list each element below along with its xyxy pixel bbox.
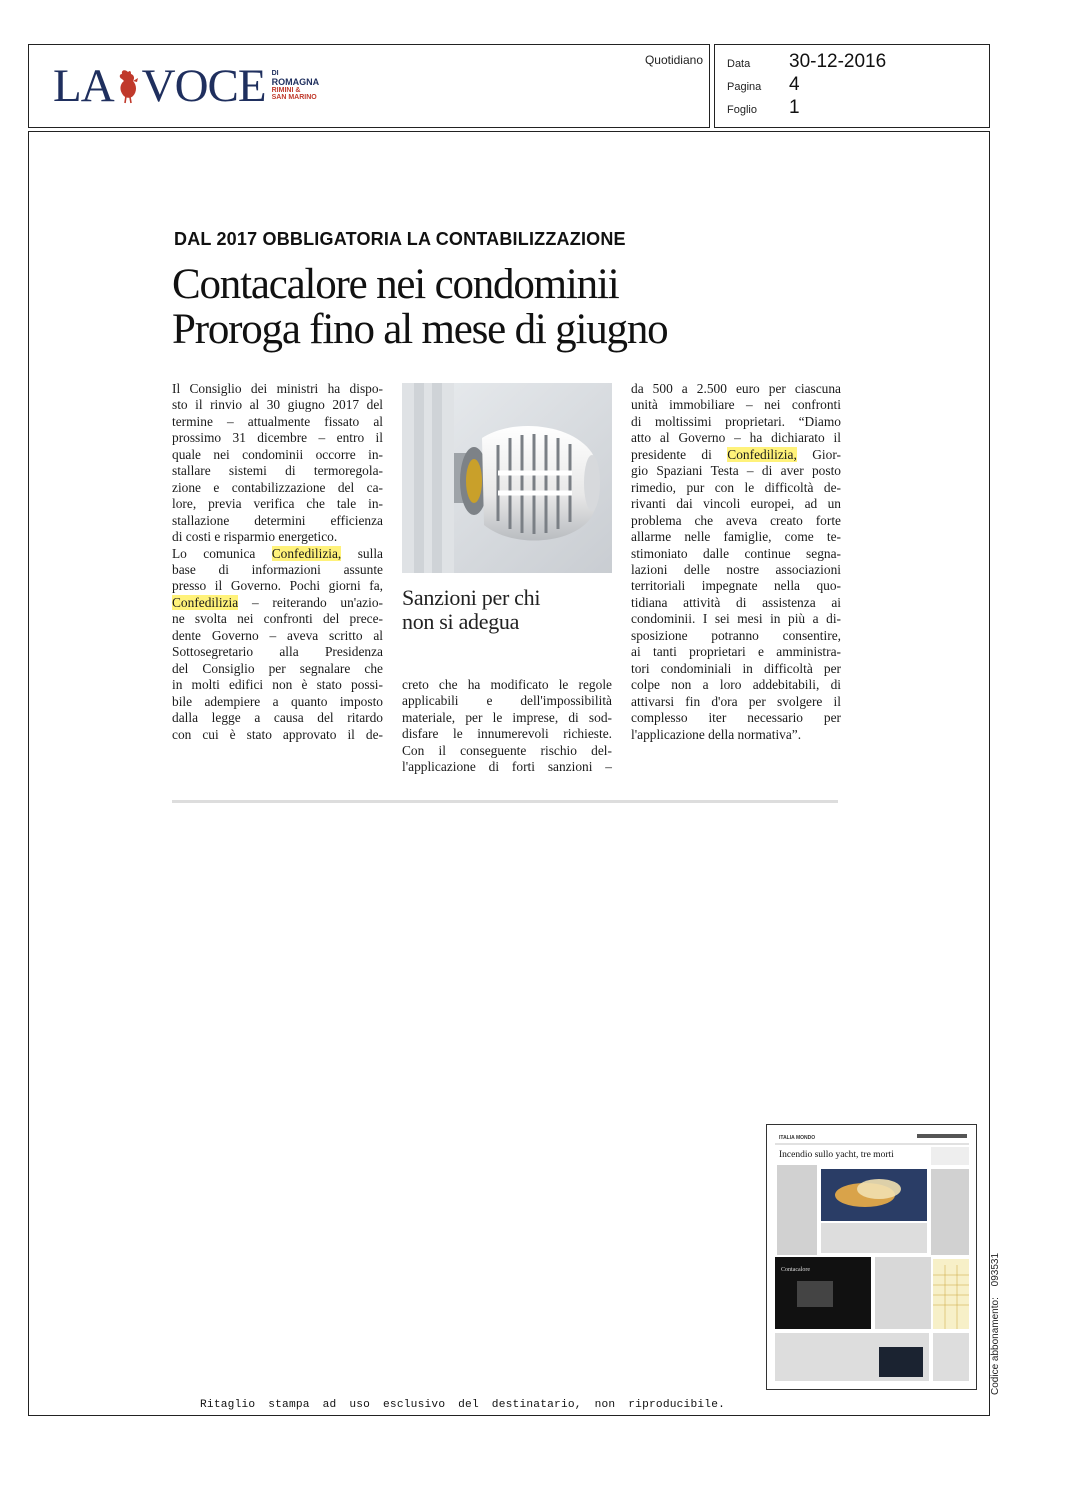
- text-fragment: Gior-: [812, 446, 841, 462]
- text-line: zione e contabilizzazione del ca-: [172, 479, 383, 495]
- text-line: territoriali impegnate nella quo-: [631, 578, 841, 594]
- text-fragment: sulla: [357, 545, 383, 561]
- logo-text-la: LA: [53, 59, 114, 112]
- text-line: presso il Governo. Pochi giorni fa,: [172, 578, 383, 594]
- meta-value-data: 30-12-2016: [789, 51, 887, 72]
- text-line: bile adempiere a quanto imposto: [172, 693, 383, 709]
- masthead-box: [28, 44, 710, 128]
- caption-line-2: non si adegua: [402, 609, 520, 634]
- logo-sub-romagna: ROMAGNA: [271, 76, 320, 87]
- logo-sub-di: DI: [271, 70, 279, 78]
- text-line: attivarsi fin d'ora per svolgere il: [631, 693, 841, 709]
- text-line: allarme nelle famiglie, come te-: [631, 529, 841, 545]
- text-line: del Consiglio per segnalare che: [172, 660, 383, 676]
- meta-row-pagina: [727, 74, 800, 96]
- text-line: condominii. I sei mesi in più a di-: [631, 611, 841, 627]
- photo-caption: [402, 586, 612, 634]
- text-line-with-highlight: [631, 447, 841, 463]
- text-line: atto al Governo – ha dichiarato il: [631, 430, 841, 446]
- text-line: sposizione potranno consentire,: [631, 627, 841, 643]
- text-line: colpe non a loro addebitabili, di: [631, 677, 841, 693]
- text-line: ne svolta nei confronti del prece-: [172, 611, 383, 627]
- meta-value-foglio: 1: [789, 97, 800, 118]
- text-line: stallazione determini efficienza: [172, 512, 383, 528]
- text-line: prossimo 31 dicembre – entro il: [172, 430, 383, 446]
- text-line: lazioni delle nostre associazioni: [631, 561, 841, 577]
- text-line: da 500 a 2.500 euro per ciascuna: [631, 381, 841, 396]
- text-line: tidiana attività di assistenza ai: [631, 594, 841, 610]
- text-line: in molti edifici non è stato possi-: [172, 677, 383, 693]
- meta-value-pagina: 4: [789, 74, 800, 95]
- logo-subtitle: [272, 70, 320, 101]
- text-fragment: presidente di: [631, 446, 712, 462]
- text-line: di costi e risparmio energetico.: [172, 529, 338, 545]
- highlight-confedilizia: Confedilizia,: [727, 446, 797, 462]
- page-thumbnail-preview: [767, 1125, 976, 1389]
- text-line: l'applicazione della normativa”.: [631, 726, 802, 742]
- text-line: creto che ha modificato le regole: [402, 677, 612, 692]
- text-fragment: Lo comunica: [172, 545, 256, 561]
- text-line: applicabili e dell'impossibilità: [402, 693, 612, 709]
- text-line: lore, previa verifica che tale in-: [172, 496, 383, 512]
- text-line: materiale, per le imprese, di sod-: [402, 709, 612, 725]
- radiator-valve-photo: [402, 383, 612, 573]
- text-line: l'applicazione di forti sanzioni –: [402, 759, 612, 775]
- text-line: base di informazioni assunte: [172, 561, 383, 577]
- article-column-2: [402, 677, 612, 776]
- text-line: tori condominiali in difficoltà per: [631, 660, 841, 676]
- logo-text-voce: VOCE: [141, 59, 266, 112]
- meta-label-data: Data: [727, 58, 751, 70]
- text-line-with-highlight: [172, 595, 383, 611]
- text-line: gio Spaziani Testa – di aver posto: [631, 463, 841, 479]
- page-thumbnail: [766, 1124, 977, 1390]
- svg-text:Contacalore: Contacalore: [781, 1267, 810, 1273]
- text-line: termine – attualmente fissato al: [172, 413, 383, 429]
- rooster-icon: [115, 68, 141, 104]
- text-line: stallare sistemi di termoregola-: [172, 463, 383, 479]
- publication-type: Quotidiano: [644, 53, 703, 67]
- text-line: ai tanti proprietari e amministra-: [631, 644, 841, 660]
- text-line: problema che aveva creato forte: [631, 512, 841, 528]
- text-line: stimoniato dalle continue segna-: [631, 545, 841, 561]
- headline-line-2: Proroga fino al mese di giugno: [172, 306, 668, 353]
- article-column-3: [631, 381, 841, 743]
- newspaper-logo: [53, 51, 319, 121]
- headline-line-1: Contacalore nei condominii: [172, 261, 619, 308]
- metadata-box: [714, 44, 990, 128]
- text-line: disfare le innumerevoli richieste.: [402, 726, 612, 742]
- text-line: rivanti dai vincoli europei, ad un: [631, 496, 841, 512]
- logo-sub-rimini: RIMINI &: [271, 87, 301, 95]
- text-line-with-highlight: [172, 546, 383, 562]
- thumb-headline: Incendio sullo yacht, tre morti: [779, 1150, 894, 1160]
- subscription-code-value: 093531: [990, 1252, 1001, 1287]
- text-line: complesso iter necessario per: [631, 710, 841, 726]
- text-fragment: – reiterando un'azio-: [251, 594, 383, 610]
- text-line: Con il conseguente rischio del-: [402, 742, 612, 758]
- meta-label-foglio: Foglio: [727, 104, 757, 116]
- text-line: sto il rinvio al 30 giugno 2017 del: [172, 397, 383, 413]
- logo-sub-sanmarino: SAN MARINO: [271, 94, 317, 102]
- text-line: di moltissimi proprietari. “Diamo: [631, 413, 841, 429]
- text-line: unità immobiliare – nei confronti: [631, 397, 841, 413]
- subscription-code: [990, 1253, 1001, 1395]
- meta-label-pagina: Pagina: [727, 81, 762, 93]
- highlight-confedilizia: Confedilizia: [172, 594, 239, 610]
- text-line: dente Governo – aveva scritto al: [172, 627, 383, 643]
- text-line: Sottosegretario alla Presidenza: [172, 644, 383, 660]
- article-column-1: [172, 381, 383, 743]
- meta-row-foglio: [727, 97, 800, 119]
- text-line: quale nei condominii occorre in-: [172, 446, 383, 462]
- text-line: dalla legge a causa del ritardo: [172, 710, 383, 726]
- clipping-notice: Ritaglio stampa ad uso esclusivo del destinatario, non riproducibile.: [200, 1399, 726, 1411]
- text-line: con cui è stato approvato il de-: [172, 726, 383, 742]
- article-kicker: DAL 2017 OBBLIGATORIA LA CONTABILIZZAZIONE: [174, 229, 626, 249]
- thumb-section-label: ITALIA MONDO: [779, 1135, 816, 1141]
- caption-line-1: Sanzioni per chi: [402, 585, 541, 610]
- meta-row-data: [727, 51, 886, 73]
- article-bottom-rule: [172, 800, 838, 803]
- text-line: rimedio, pur con le difficoltà de-: [631, 479, 841, 495]
- text-line: Il Consiglio dei ministri ha dispo-: [172, 381, 383, 396]
- highlight-confedilizia: Confedilizia,: [271, 545, 342, 561]
- subscription-code-label: Codice abbonamento:: [990, 1297, 1001, 1395]
- article-headline: [172, 262, 812, 352]
